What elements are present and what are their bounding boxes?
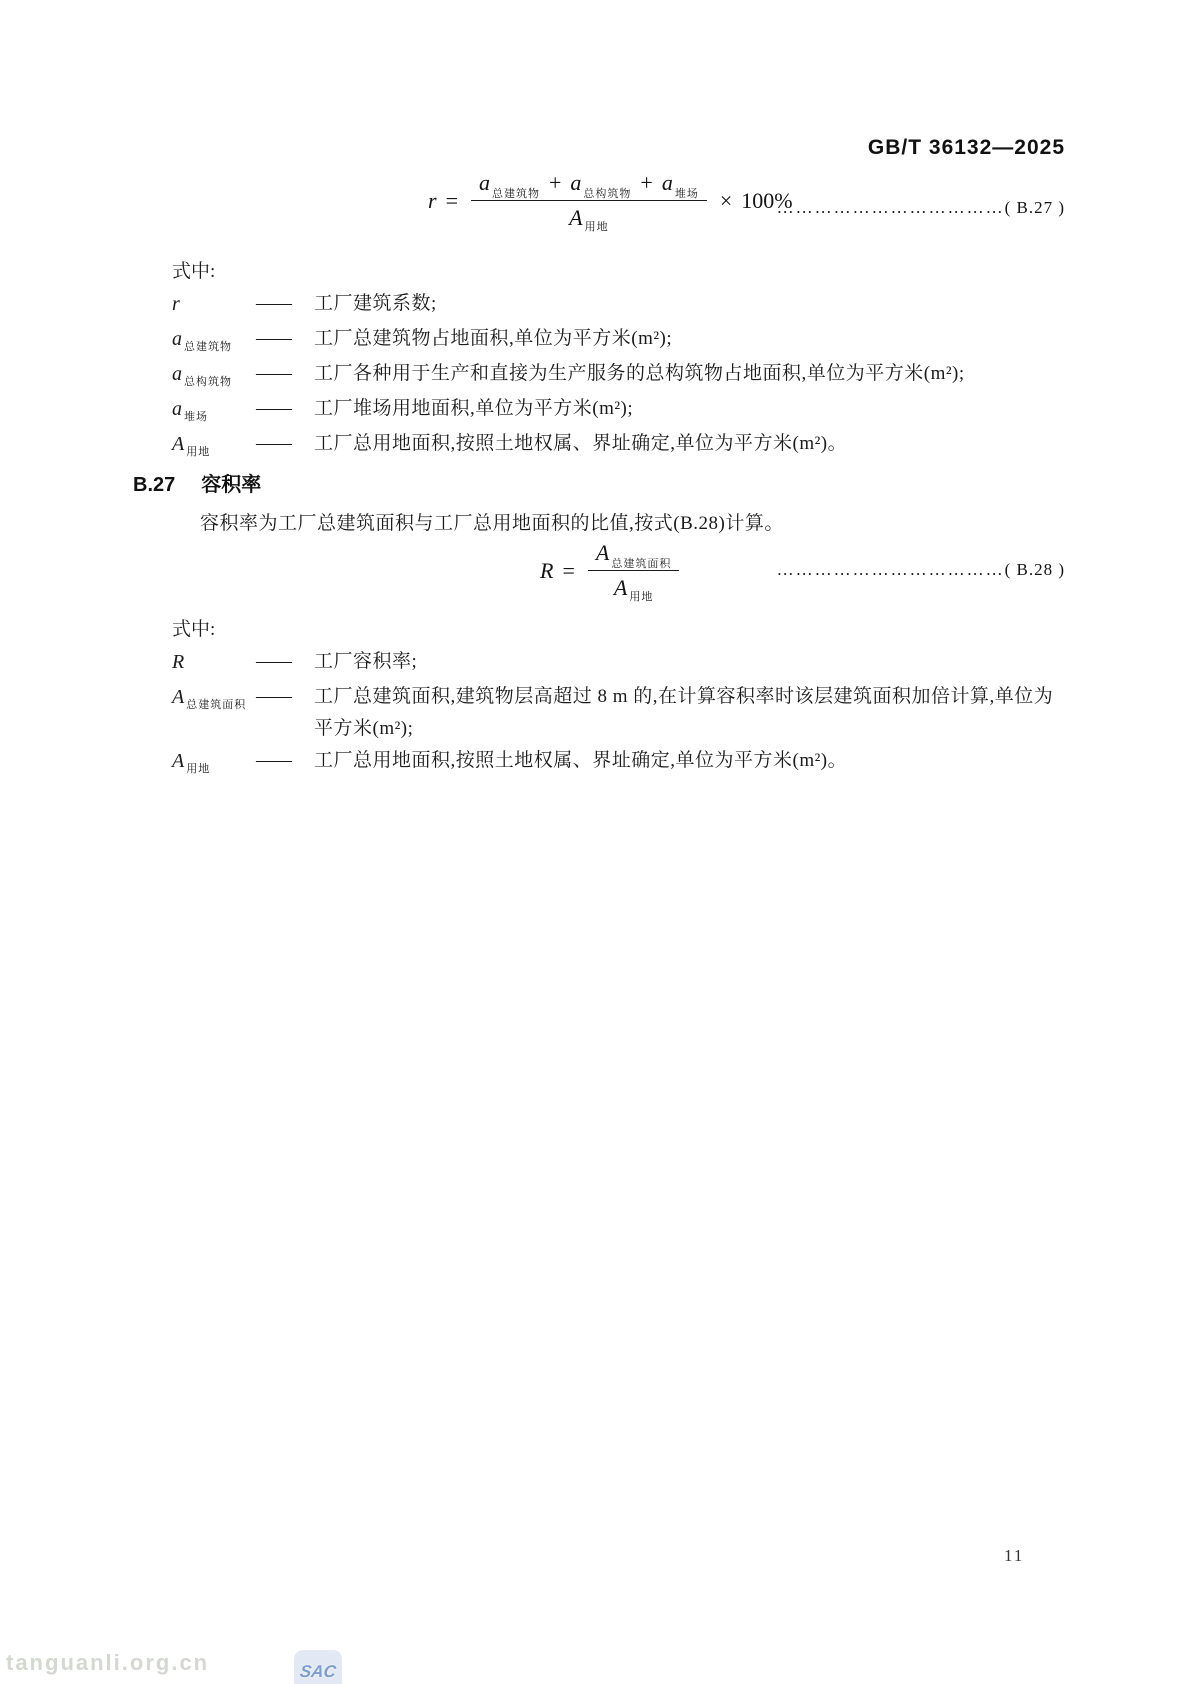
definition-text: 工厂各种用于生产和直接为生产服务的总构筑物占地面积,单位为平方米(m²); xyxy=(314,363,965,384)
definition-text: 工厂堆场用地面积,单位为平方米(m²); xyxy=(314,398,634,419)
formula-b27-lhs: r xyxy=(428,187,437,213)
symbol-term: R xyxy=(172,651,185,673)
formula-b27-reference xyxy=(777,198,1065,218)
definition-text: 工厂容积率; xyxy=(314,651,418,672)
standard-number-header: GB/T 36132—2025 xyxy=(867,136,1065,159)
dotted-leader: ……………………………… xyxy=(776,560,1005,579)
definition-text: 工厂总用地面积,按照土地权属、界址确定,单位为平方米(m²)。 xyxy=(314,750,848,771)
section-title: 容积率 xyxy=(201,474,262,496)
sac-logo-icon xyxy=(294,1650,342,1684)
page-number: 11 xyxy=(1004,1546,1025,1565)
plus-sign: + xyxy=(548,170,562,195)
body-paragraph: 容积率为工厂总建筑面积与工厂总用地面积的比值,按式(B.28)计算。 xyxy=(200,513,784,534)
formula-b28-numerator: A 总建筑面积 xyxy=(588,540,679,571)
definition-dash: —— xyxy=(256,433,290,454)
watermark-text: tanguanli.org.cn xyxy=(6,1650,210,1675)
symbol-term: A $_{总建筑面积}$ xyxy=(172,686,247,711)
section-heading xyxy=(133,468,261,497)
definition-dash: —— xyxy=(256,328,290,349)
definition-dash: —— xyxy=(256,651,290,672)
formula-b27 xyxy=(428,170,793,231)
definition-dash: —— xyxy=(256,398,290,419)
formula-b27-fraction xyxy=(471,170,707,231)
definition-list-b28 xyxy=(172,646,1067,780)
formula-b28-denominator: A $_{用地}$ xyxy=(613,575,654,603)
symbol-term: A $_{用地}$ xyxy=(172,433,211,458)
equals-sign: = xyxy=(445,187,458,213)
definition-dash: —— xyxy=(256,363,290,384)
dotted-leader: ……………………………… xyxy=(776,198,1005,217)
definition-row xyxy=(172,745,1067,780)
definition-row xyxy=(172,646,1067,681)
definition-text: 工厂建筑系数; xyxy=(314,293,437,314)
definition-row xyxy=(172,681,1067,745)
symbol-term: a $_{总构筑物}$ xyxy=(172,363,232,388)
sac-logo-label: SAC xyxy=(298,1662,338,1681)
symbol-term: a $_{总建筑物}$ xyxy=(172,328,232,353)
formula-b28-lhs: R xyxy=(540,557,554,583)
formula-b28-reference xyxy=(777,560,1065,580)
where-label: 式中: xyxy=(172,261,216,282)
formula-b27-numerator: a 总建筑物 + a 总构筑物 + a 堆场 xyxy=(471,170,707,201)
definition-list-b27 xyxy=(172,288,1067,463)
where-label: 式中: xyxy=(172,619,216,640)
formula-number: ( B.28 ) xyxy=(1004,560,1065,579)
formula-b28-fraction xyxy=(588,540,679,601)
definition-text: 工厂总用地面积,按照土地权属、界址确定,单位为平方米(m²)。 xyxy=(314,433,848,454)
definition-row xyxy=(172,288,1067,323)
formula-b27-denominator: A $_{用地}$ xyxy=(569,205,609,233)
definition-dash: —— xyxy=(256,686,290,707)
equals-sign: = xyxy=(562,557,575,583)
multiply-sign: × xyxy=(719,187,733,213)
symbol-term: a $_{堆场}$ xyxy=(172,398,208,423)
section-number: B.27 xyxy=(133,474,176,496)
definition-text: 工厂总建筑物占地面积,单位为平方米(m²); xyxy=(314,328,673,349)
plus-sign: + xyxy=(640,170,653,195)
symbol-term: r xyxy=(172,293,180,315)
definition-row xyxy=(172,323,1067,358)
definition-dash: —— xyxy=(256,750,290,771)
definition-row xyxy=(172,428,1067,463)
definition-row xyxy=(172,393,1067,428)
symbol-term: A $_{用地}$ xyxy=(172,750,211,775)
formula-b27-percent: 100% xyxy=(741,187,793,213)
formula-number: ( B.27 ) xyxy=(1004,198,1065,217)
definition-text: 工厂总建筑面积,建筑物层高超过 8 m 的,在计算容积率时该层建筑面积加倍计算,单位为平方米(m²); xyxy=(314,686,1054,739)
definition-dash: —— xyxy=(256,293,290,314)
definition-row xyxy=(172,358,1067,393)
formula-b28 xyxy=(540,540,683,601)
